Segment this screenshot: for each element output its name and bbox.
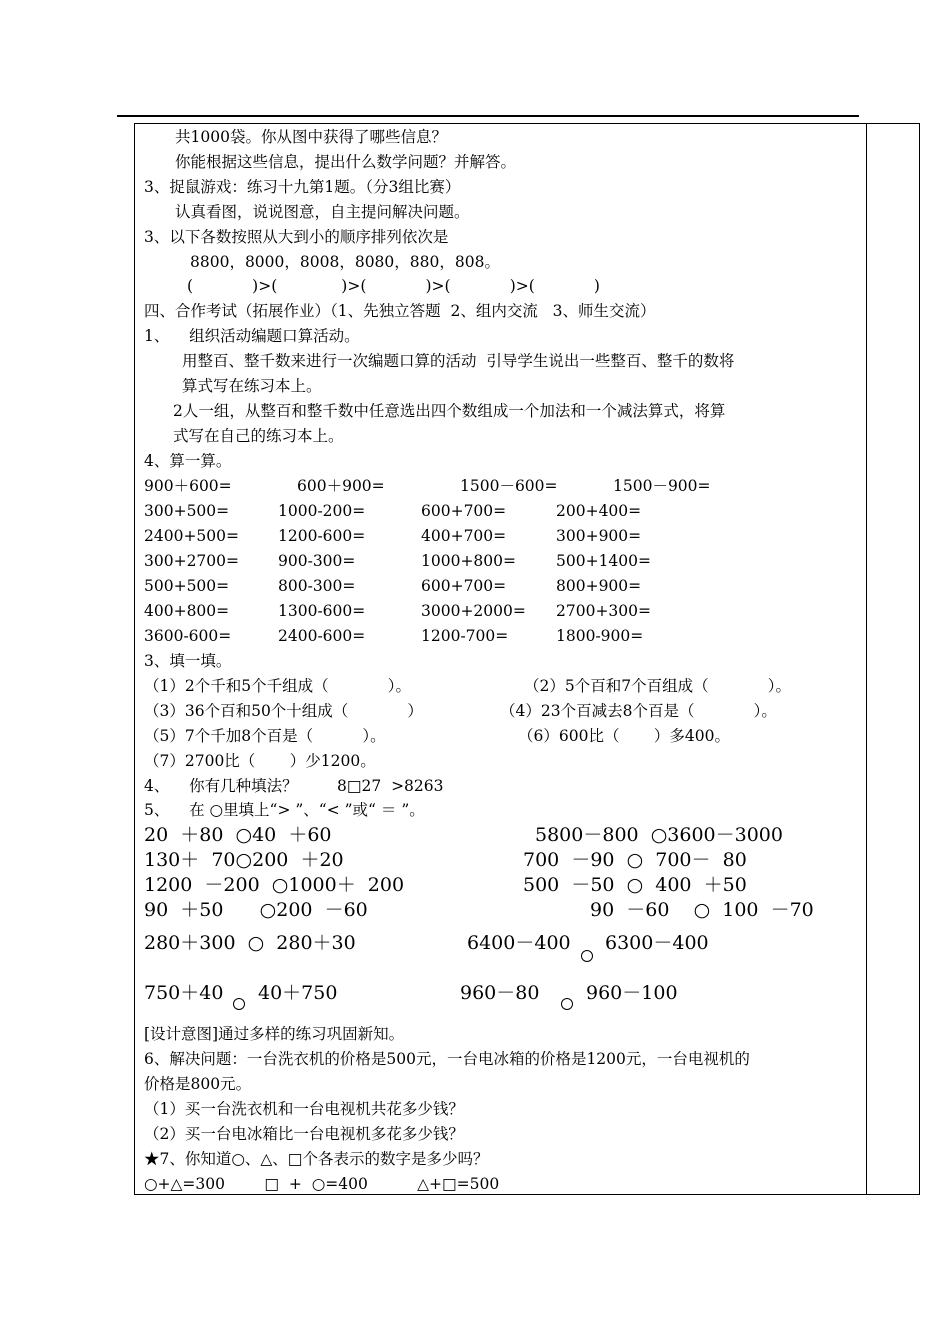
text-line: 1200-600= bbox=[278, 527, 366, 545]
text-line: （5）7个千加8个百是（ ）。 bbox=[144, 727, 386, 745]
text-line: 算式写在练习本上。 bbox=[182, 377, 322, 395]
text-line: 3600-600= bbox=[144, 627, 232, 645]
text-line: 3、捉鼠游戏：练习十九第1题。（分3组比赛） bbox=[144, 178, 461, 196]
text-line: 8800，8000，8008，8080，880，808。 bbox=[190, 253, 500, 271]
text-line: 1、 组织活动编题口算活动。 bbox=[144, 327, 360, 345]
text-line: 800+900= bbox=[556, 577, 642, 595]
comparison-expression: 90 ＋50 ○200 －60 bbox=[144, 899, 368, 921]
text-line: 1500－600= bbox=[460, 477, 558, 495]
comparison-expression: 960－100 bbox=[586, 982, 678, 1004]
text-line: （2）5个百和7个百组成（ ）。 bbox=[524, 677, 791, 695]
text-line: 300+900= bbox=[556, 527, 642, 545]
text-line: 6、解决问题：一台洗衣机的价格是500元，一台电冰箱的价格是1200元，一台电视机的 bbox=[144, 1050, 750, 1068]
text-line: （4）23个百减去8个百是（ ）。 bbox=[500, 702, 777, 720]
table-column-divider bbox=[866, 123, 867, 1195]
circle-blank-icon bbox=[561, 998, 573, 1010]
text-line: 3000+2000= bbox=[421, 602, 526, 620]
text-line: 1200-700= bbox=[421, 627, 509, 645]
text-line: 500+500= bbox=[144, 577, 230, 595]
text-line: 500+1400= bbox=[556, 552, 652, 570]
comparison-expression: 280＋300 ○ 280＋30 bbox=[144, 932, 356, 954]
text-line: 1500－900= bbox=[613, 477, 711, 495]
text-line: 1000+800= bbox=[421, 552, 517, 570]
text-line: ★7、你知道○、△、□个各表示的数字是多少吗？ bbox=[144, 1150, 489, 1168]
text-line: ○+△=300 □ + ○=400 △+□=500 bbox=[144, 1175, 500, 1193]
comparison-expression: 40＋750 bbox=[258, 982, 338, 1004]
comparison-expression: 5800－800 ○3600－3000 bbox=[535, 824, 783, 846]
text-line: 2400+500= bbox=[144, 527, 240, 545]
circle-blank-icon bbox=[233, 998, 245, 1010]
comparison-expression: 960－80 bbox=[460, 982, 540, 1004]
text-line: 用整百、整千数来进行一次编题口算的活动 引导学生说出一些整百、整千的数将 bbox=[182, 352, 735, 370]
text-line: （7）2700比（ ）少1200。 bbox=[144, 752, 376, 770]
text-line: 800-300= bbox=[278, 577, 356, 595]
text-line: 认真看图，说说图意，自主提问解决问题。 bbox=[175, 203, 470, 221]
text-line: 2400-600= bbox=[278, 627, 366, 645]
text-line: 300+2700= bbox=[144, 552, 240, 570]
text-line: 900-300= bbox=[278, 552, 356, 570]
text-line: （3）36个百和50个十组成（ ） bbox=[144, 702, 423, 720]
text-line: 式写在自己的练习本上。 bbox=[173, 427, 344, 445]
text-line: 400+800= bbox=[144, 602, 230, 620]
text-line: （1）2个千和5个千组成（ ）。 bbox=[144, 677, 411, 695]
text-line: 5、 在 ○里填上“> ”、“< ”或“ ＝ ”。 bbox=[144, 801, 425, 819]
text-line: 价格是800元。 bbox=[144, 1075, 252, 1093]
comparison-expression: 6400－400 bbox=[467, 932, 571, 954]
text-line: 900＋600= bbox=[144, 477, 232, 495]
text-line: 3、填一填。 bbox=[144, 652, 232, 670]
text-line: 600＋900= bbox=[297, 477, 385, 495]
text-line: 1800-900= bbox=[556, 627, 644, 645]
circle-blank-icon bbox=[581, 950, 593, 962]
text-line: 2700+300= bbox=[556, 602, 652, 620]
text-line: 3、以下各数按照从大到小的顺序排列依次是 bbox=[144, 228, 449, 246]
text-line: （6）600比（ ）多400。 bbox=[518, 727, 731, 745]
text-line: 300+500= bbox=[144, 502, 230, 520]
text-line: 你能根据这些信息，提出什么数学问题？并解答。 bbox=[175, 153, 517, 171]
text-line: 四、合作考试（拓展作业）（1、先独立答题 2、组内交流 3、师生交流） bbox=[144, 302, 656, 320]
text-line: 400+700= bbox=[421, 527, 507, 545]
comparison-expression: 130＋ 70○200 ＋20 bbox=[144, 849, 344, 871]
text-line: 600+700= bbox=[421, 502, 507, 520]
text-line: 200+400= bbox=[556, 502, 642, 520]
comparison-expression: 20 ＋80 ○40 ＋60 bbox=[144, 824, 332, 846]
comparison-expression: 6300－400 bbox=[605, 932, 709, 954]
text-line: （1）买一台洗衣机和一台电视机共花多少钱？ bbox=[144, 1100, 464, 1118]
text-line: ( )>( )>( )>( )>( ) bbox=[187, 277, 600, 295]
header-rule bbox=[117, 115, 859, 117]
comparison-expression: 90 －60 ○ 100 －70 bbox=[590, 899, 814, 921]
comparison-expression: 700 －90 ○ 700－ 80 bbox=[523, 849, 747, 871]
comparison-expression: 1200 －200 ○1000＋ 200 bbox=[144, 874, 405, 896]
comparison-expression: 750＋40 bbox=[144, 982, 224, 1004]
text-line: （2）买一台电冰箱比一台电视机多花多少钱？ bbox=[144, 1125, 464, 1143]
text-line: 1300-600= bbox=[278, 602, 366, 620]
text-line: 2人一组，从整百和整千数中任意选出四个数组成一个加法和一个减法算式，将算 bbox=[173, 402, 726, 420]
comparison-expression: 500 －50 ○ 400 ＋50 bbox=[523, 874, 747, 896]
text-line: 1000-200= bbox=[278, 502, 366, 520]
text-line: 4、算一算。 bbox=[144, 452, 232, 470]
text-line: 4、 你有几种填法？ 8□27 >8263 bbox=[144, 777, 444, 795]
text-line: 600+700= bbox=[421, 577, 507, 595]
text-line: 共1000袋。你从图中获得了哪些信息？ bbox=[175, 128, 447, 146]
text-line: [设计意图]通过多样的练习巩固新知。 bbox=[144, 1025, 405, 1043]
